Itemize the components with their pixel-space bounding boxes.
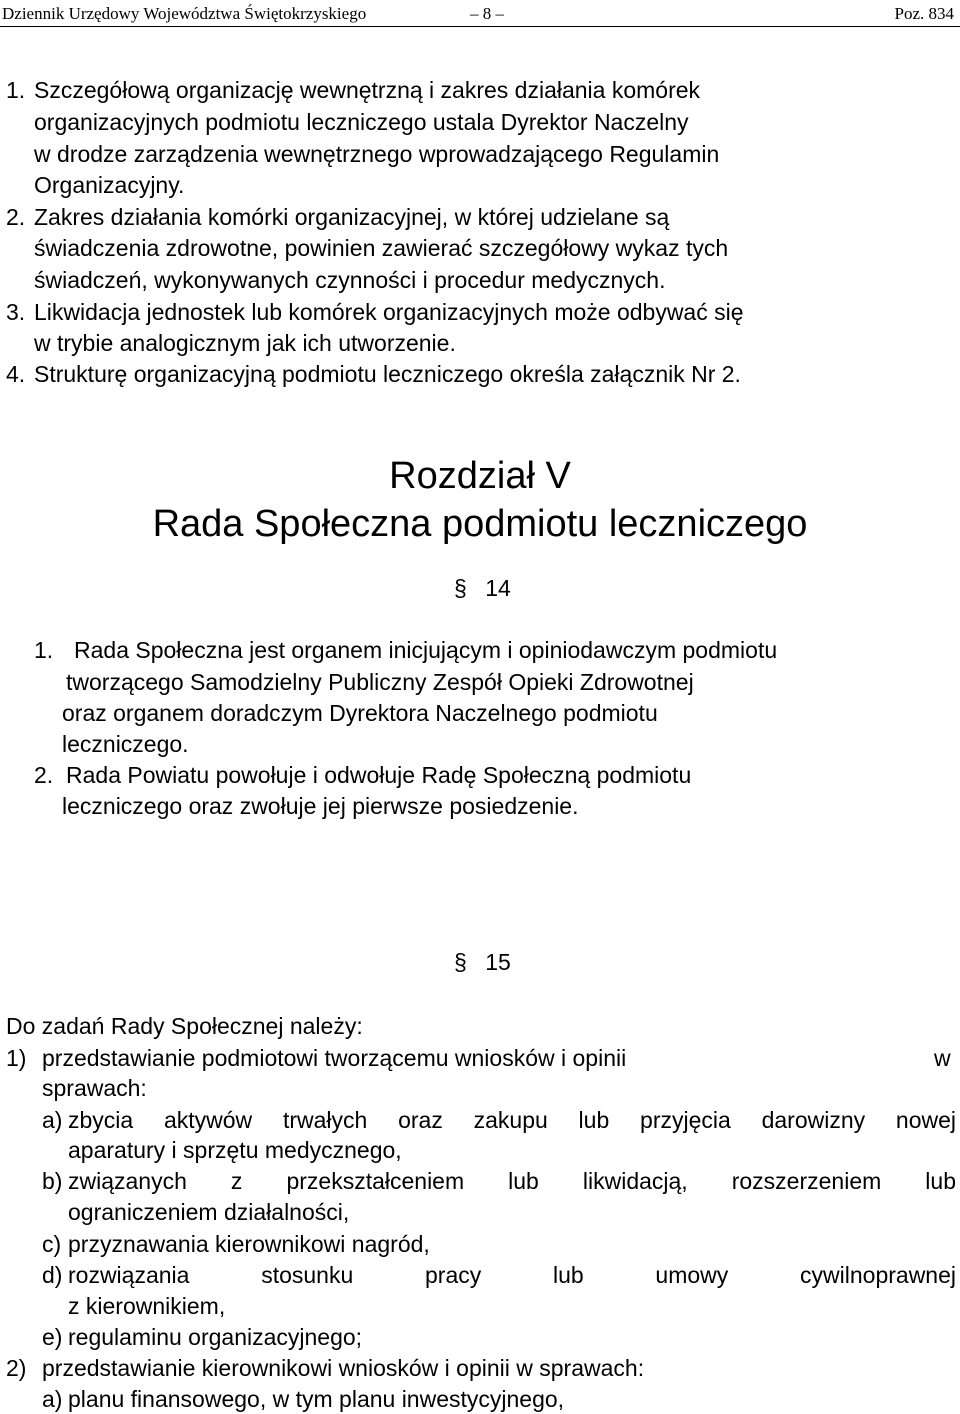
item-1-line-1: Szczegółową organizację wewnętrzną i zakres działania komórek <box>34 77 701 103</box>
s14-item-1-line-3: oraz organem doradczym Dyrektora Naczelnego podmiotu <box>62 700 658 726</box>
sub-b-line-2: ograniczeniem działalności, <box>68 1199 350 1225</box>
item-2-line-2: świadczenia zdrowotne, powinien zawierać szczegółowy wykaz tych <box>34 235 729 261</box>
item-3-number: 3. <box>6 299 26 325</box>
item-1-number: 1. <box>6 77 26 103</box>
item-2-line-3: świadczeń, wykonywanych czynności i procedur medycznych. <box>34 267 666 293</box>
item-2-line-1: Zakres działania komórki organizacyjnej, w której udzielane są <box>34 204 670 230</box>
sub-d-label: d) <box>42 1262 63 1288</box>
s15-item-2-number: 2) <box>6 1355 27 1381</box>
item-1-line-4: Organizacyjny. <box>34 172 185 198</box>
sub-c-line-1: przyznawania kierownikowi nagród, <box>68 1231 430 1257</box>
s14-item-2-line-2: leczniczego oraz zwołuje jej pierwsze posiedzenie. <box>62 793 579 819</box>
section-sign: § <box>454 575 467 601</box>
section-mark-14 <box>454 574 511 602</box>
sub-c-label: c) <box>42 1231 62 1257</box>
s15-item-1-line-2: sprawach: <box>42 1075 147 1101</box>
item-2-number: 2. <box>6 204 26 230</box>
section-sign: § <box>454 949 467 975</box>
sub-2a-line-1: planu finansowego, w tym planu inwestycyjnego, <box>68 1386 565 1412</box>
section-mark-15 <box>454 948 511 976</box>
s14-item-1-line-4: leczniczego. <box>62 731 189 757</box>
sub-a-line-1: zbycia aktywów trwałych oraz zakupu lub przyjęcia darowizny nowej <box>68 1107 956 1133</box>
item-3-line-1: Likwidacja jednostek lub komórek organizacyjnych może odbywać się <box>34 299 744 325</box>
item-1-line-3: w drodze zarządzenia wewnętrznego wprowadzającego Regulamin <box>34 141 720 167</box>
position-number: Poz. 834 <box>894 4 954 23</box>
section-number: 14 <box>485 575 511 601</box>
s14-item-2-line-1: Rada Powiatu powołuje i odwołuje Radę Społeczną podmiotu <box>66 762 692 788</box>
header-rule <box>0 26 960 27</box>
sub-e-line-1: regulaminu organizacyjnego; <box>68 1324 363 1350</box>
page-header <box>0 0 960 28</box>
page-number: – 8 – <box>470 4 504 23</box>
s15-item-2-line-1: przedstawianie kierownikowi wniosków i opinii w sprawach: <box>42 1355 645 1381</box>
chapter-subtitle: Rada Społeczna podmiotu leczniczego <box>152 503 808 545</box>
sub-a-label: a) <box>42 1107 63 1133</box>
s15-item-1-number: 1) <box>6 1045 27 1071</box>
section-15-intro: Do zadań Rady Społecznej należy: <box>6 1013 363 1039</box>
s14-item-2-number: 2. <box>34 762 54 788</box>
item-1-line-2: organizacyjnych podmiotu leczniczego ustala Dyrektor Naczelny <box>34 109 689 135</box>
sub-e-label: e) <box>42 1324 63 1350</box>
s14-item-1-line-2: tworzącego Samodzielny Publiczny Zespół Opieki Zdrowotnej <box>66 669 694 695</box>
sub-2a-label: a) <box>42 1386 63 1412</box>
sub-b-line-1: związanych z przekształceniem lub likwidacją, rozszerzeniem lub <box>68 1168 956 1194</box>
sub-d-line-2: z kierownikiem, <box>68 1293 226 1319</box>
s14-item-1-number: 1. <box>34 637 54 663</box>
section-number: 15 <box>485 949 511 975</box>
chapter-title: Rozdział V <box>389 455 571 497</box>
item-3-line-2: w trybie analogicznym jak ich utworzenie. <box>34 330 456 356</box>
s14-item-1-line-1: Rada Społeczna jest organem inicjującym i opiniodawczym podmiotu <box>74 637 778 663</box>
sub-a-line-2: aparatury i sprzętu medycznego, <box>68 1137 402 1163</box>
item-4-number: 4. <box>6 361 26 387</box>
journal-title: Dziennik Urzędowy Województwa Świętokrzyskiego <box>2 4 367 23</box>
sub-b-label: b) <box>42 1168 63 1194</box>
s15-item-1-line-1-end: w <box>934 1045 951 1071</box>
s15-item-1-line-1: przedstawianie podmiotowi tworzącemu wniosków i opinii <box>42 1045 627 1071</box>
sub-d-line-1: rozwiązania stosunku pracy lub umowy cywilnoprawnej <box>68 1262 956 1288</box>
item-4-line-1: Strukturę organizacyjną podmiotu leczniczego określa załącznik Nr 2. <box>34 361 741 387</box>
